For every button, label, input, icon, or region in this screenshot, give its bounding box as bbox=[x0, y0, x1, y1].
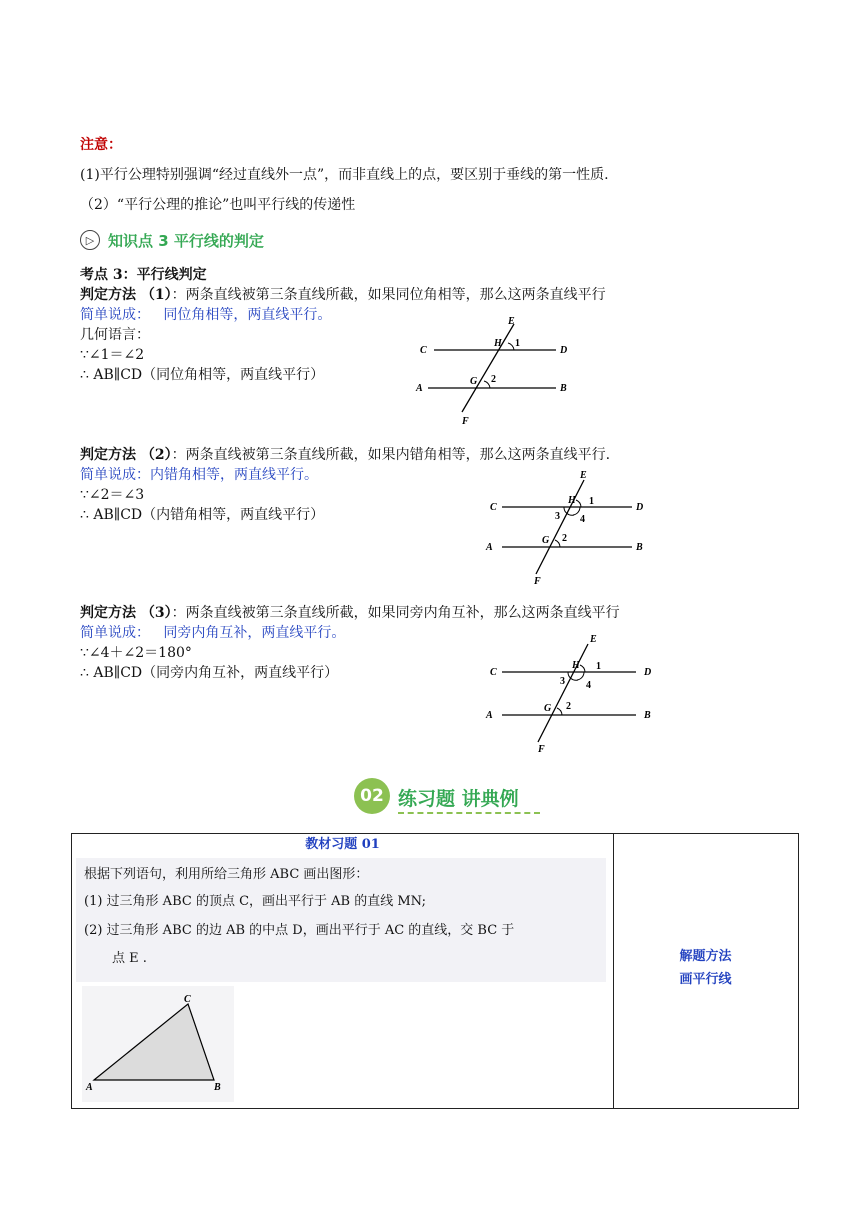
fig2-label-H: H bbox=[568, 495, 576, 506]
method2-label: 判定方法 （2） bbox=[80, 447, 172, 463]
play-circle-icon: ▷ bbox=[80, 230, 100, 250]
method3-line bbox=[80, 604, 620, 622]
method1-simple-label: 简单说成： bbox=[80, 307, 150, 323]
method2-text: ：两条直线被第三条直线所截，如果内错角相等，那么这两条直线平行. bbox=[171, 447, 611, 463]
fig3-label-G: G bbox=[544, 703, 552, 714]
method3-because: ∵∠4＋∠2＝180° bbox=[80, 645, 192, 661]
fig3-label-1: 1 bbox=[596, 661, 601, 672]
fig1-label-C: C bbox=[420, 345, 427, 356]
section-title: 知识点 3 平行线的判定 bbox=[108, 232, 264, 250]
exercise-item-1: (1) 过三角形 ABC 的顶点 C，画出平行于 AB 的直线 MN; bbox=[84, 894, 426, 909]
exercise-intro: 根据下列语句，利用所给三角形 ABC 画出图形： bbox=[84, 867, 369, 882]
fig1-label-D: D bbox=[560, 345, 568, 356]
method1-line bbox=[80, 286, 606, 304]
fig2-label-C: C bbox=[490, 502, 497, 513]
banner-underline bbox=[398, 812, 540, 814]
method2-simple-text: 内错角相等，两直线平行。 bbox=[150, 467, 318, 483]
fig2-label-4: 4 bbox=[580, 514, 585, 525]
figure-method1 bbox=[410, 312, 580, 430]
fig3-label-B: B bbox=[644, 710, 651, 721]
method3-simple-label: 简单说成： bbox=[80, 625, 150, 641]
banner-number: 02 bbox=[354, 778, 390, 814]
fig2-label-A: A bbox=[486, 542, 493, 553]
figure-method2 bbox=[480, 466, 660, 590]
method1-therefore: ∴ AB∥CD（同位角相等，两直线平行） bbox=[80, 367, 325, 383]
exercise-item-2b: 点 E . bbox=[112, 951, 147, 966]
fig2-label-E: E bbox=[580, 470, 587, 481]
method3-simple bbox=[80, 624, 345, 642]
fig1-label-2: 2 bbox=[491, 374, 496, 385]
fig1-label-E: E bbox=[508, 316, 515, 327]
fig3-label-H: H bbox=[572, 660, 580, 671]
fig3-label-D: D bbox=[644, 667, 652, 678]
method2-line bbox=[80, 446, 610, 464]
fig2-label-1: 1 bbox=[589, 496, 594, 507]
fig2-label-G: G bbox=[542, 535, 550, 546]
solution-method-value: 画平行线 bbox=[679, 972, 732, 987]
fig1-label-A: A bbox=[416, 383, 423, 394]
tri-label-B: B bbox=[214, 1082, 221, 1093]
notes-heading: 注意： bbox=[80, 137, 122, 153]
method2-because: ∵∠2＝∠3 bbox=[80, 487, 145, 503]
banner-title: 练习题 讲典例 bbox=[398, 788, 519, 810]
fig3-label-2: 2 bbox=[566, 701, 571, 712]
fig3-label-E: E bbox=[590, 634, 597, 645]
fig2-label-2: 2 bbox=[562, 533, 567, 544]
fig2-label-D: D bbox=[636, 502, 644, 513]
fig2-label-B: B bbox=[636, 542, 643, 553]
method3-label: 判定方法 （3） bbox=[80, 605, 172, 621]
method1-text: ：两条直线被第三条直线所截，如果同位角相等，那么这两条直线平行 bbox=[171, 287, 606, 303]
fig3-label-3: 3 bbox=[560, 676, 565, 687]
triangle-abc-figure bbox=[82, 986, 234, 1102]
fig1-label-1: 1 bbox=[515, 338, 520, 349]
method1-simple bbox=[80, 306, 331, 324]
method2-simple bbox=[80, 466, 318, 484]
method3-simple-text: 同旁内角互补，两直线平行。 bbox=[163, 625, 346, 641]
figure-method3 bbox=[480, 628, 660, 756]
exercise-title: 教材习题 01 bbox=[305, 837, 380, 852]
fig1-label-B: B bbox=[560, 383, 567, 394]
geo-language-label: 几何语言： bbox=[80, 327, 150, 343]
method2-simple-label: 简单说成： bbox=[80, 467, 150, 483]
fig2-label-F: F bbox=[534, 576, 541, 587]
method3-therefore: ∴ AB∥CD（同旁内角互补，两直线平行） bbox=[80, 665, 339, 681]
fig1-label-G: G bbox=[470, 376, 478, 387]
fig3-label-C: C bbox=[490, 667, 497, 678]
fig3-label-F: F bbox=[538, 744, 545, 755]
tri-label-C: C bbox=[184, 994, 191, 1005]
method1-because: ∵∠1＝∠2 bbox=[80, 347, 145, 363]
fig1-label-F: F bbox=[462, 416, 469, 427]
kaodian-title: 考点 3：平行线判定 bbox=[80, 267, 207, 283]
fig1-label-H: H bbox=[494, 338, 502, 349]
solution-method-label: 解题方法 bbox=[679, 949, 732, 964]
method1-simple-text: 同位角相等，两直线平行。 bbox=[163, 307, 332, 323]
fig3-label-4: 4 bbox=[586, 680, 591, 691]
tri-label-A: A bbox=[86, 1082, 93, 1093]
fig3-label-A: A bbox=[486, 710, 493, 721]
method1-label: 判定方法 （1） bbox=[80, 287, 172, 303]
method2-therefore: ∴ AB∥CD（内错角相等，两直线平行） bbox=[80, 507, 325, 523]
exercise-item-2a: (2) 过三角形 ABC 的边 AB 的中点 D，画出平行于 AC 的直线，交 BC 于 bbox=[84, 923, 515, 938]
method3-text: ：两条直线被第三条直线所截，如果同旁内角互补，那么这两条直线平行 bbox=[171, 605, 620, 621]
fig2-label-3: 3 bbox=[555, 511, 560, 522]
notes-line-1: (1)平行公理特别强调“经过直线外一点”，而非直线上的点，要区别于垂线的第一性质. bbox=[80, 167, 609, 183]
notes-line-2: （2）“平行公理的推论”也叫平行线的传递性 bbox=[80, 197, 356, 213]
